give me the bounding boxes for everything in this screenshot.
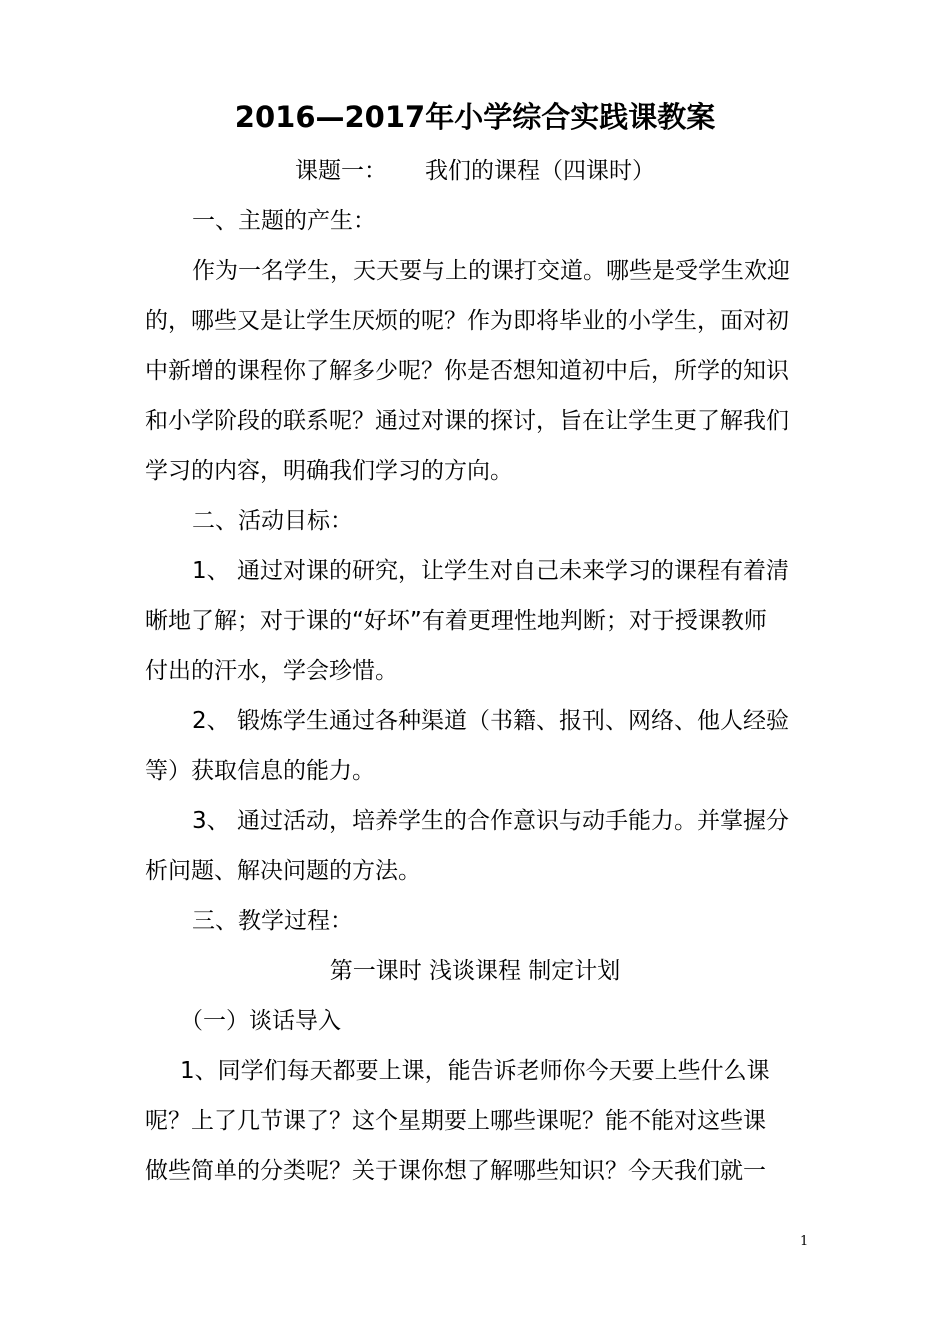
document-title: 2016—2017年小学综合实践课教案	[234, 100, 716, 134]
lesson-1-title: 第一课时 浅谈课程 制定计划	[329, 958, 621, 984]
lesson-subtitle	[0, 155, 950, 187]
part-1-line: 1、同学们每天都要上课，能告诉老师你今天要上些什么课	[180, 1058, 770, 1084]
goal-1-line: 晰地了解；对于课的“好坏”有着更理性地判断；对于授课教师	[145, 608, 767, 634]
paragraph-line: 学习的内容，明确我们学习的方向。	[145, 458, 513, 484]
goal-1-line: 1、 通过对课的研究，让学生对自己未来学习的课程有着清	[192, 558, 789, 584]
paragraph-line: 的，哪些又是让学生厌烦的呢？作为即将毕业的小学生，面对初	[145, 308, 789, 334]
paragraph-line: 中新增的课程你了解多少呢？你是否想知道初中后，所学的知识	[145, 358, 789, 384]
goal-1-line: 付出的汗水，学会珍惜。	[145, 658, 398, 684]
section-heading-3: 三、教学过程：	[192, 908, 353, 934]
part-1-line: 做些简单的分类呢？关于课你想了解哪些知识？今天我们就一	[145, 1158, 766, 1184]
part-1-heading: （一）谈话导入	[180, 1008, 341, 1034]
goal-3-line: 析问题、解决问题的方法。	[145, 858, 421, 884]
goal-2-line: 等）获取信息的能力。	[145, 758, 375, 784]
page-number: 1	[800, 1234, 809, 1249]
goal-3-line: 3、 通过活动，培养学生的合作意识与动手能力。并掌握分	[192, 808, 789, 834]
goal-2-line: 2、 锻炼学生通过各种渠道（书籍、报刊、网络、他人经验	[192, 708, 789, 734]
section-heading-2: 二、活动目标：	[192, 508, 353, 534]
section-heading-1: 一、主题的产生：	[192, 208, 376, 234]
subtitle-topic: 我们的课程（四课时）	[425, 158, 655, 184]
subtitle-prefix: 课题一：	[295, 158, 387, 184]
paragraph-line: 和小学阶段的联系呢？通过对课的探讨，旨在让学生更了解我们	[145, 408, 789, 434]
paragraph-line: 作为一名学生，天天要与上的课打交道。哪些是受学生欢迎	[192, 258, 790, 284]
part-1-line: 呢？上了几节课了？这个星期要上哪些课呢？能不能对这些课	[145, 1108, 766, 1134]
